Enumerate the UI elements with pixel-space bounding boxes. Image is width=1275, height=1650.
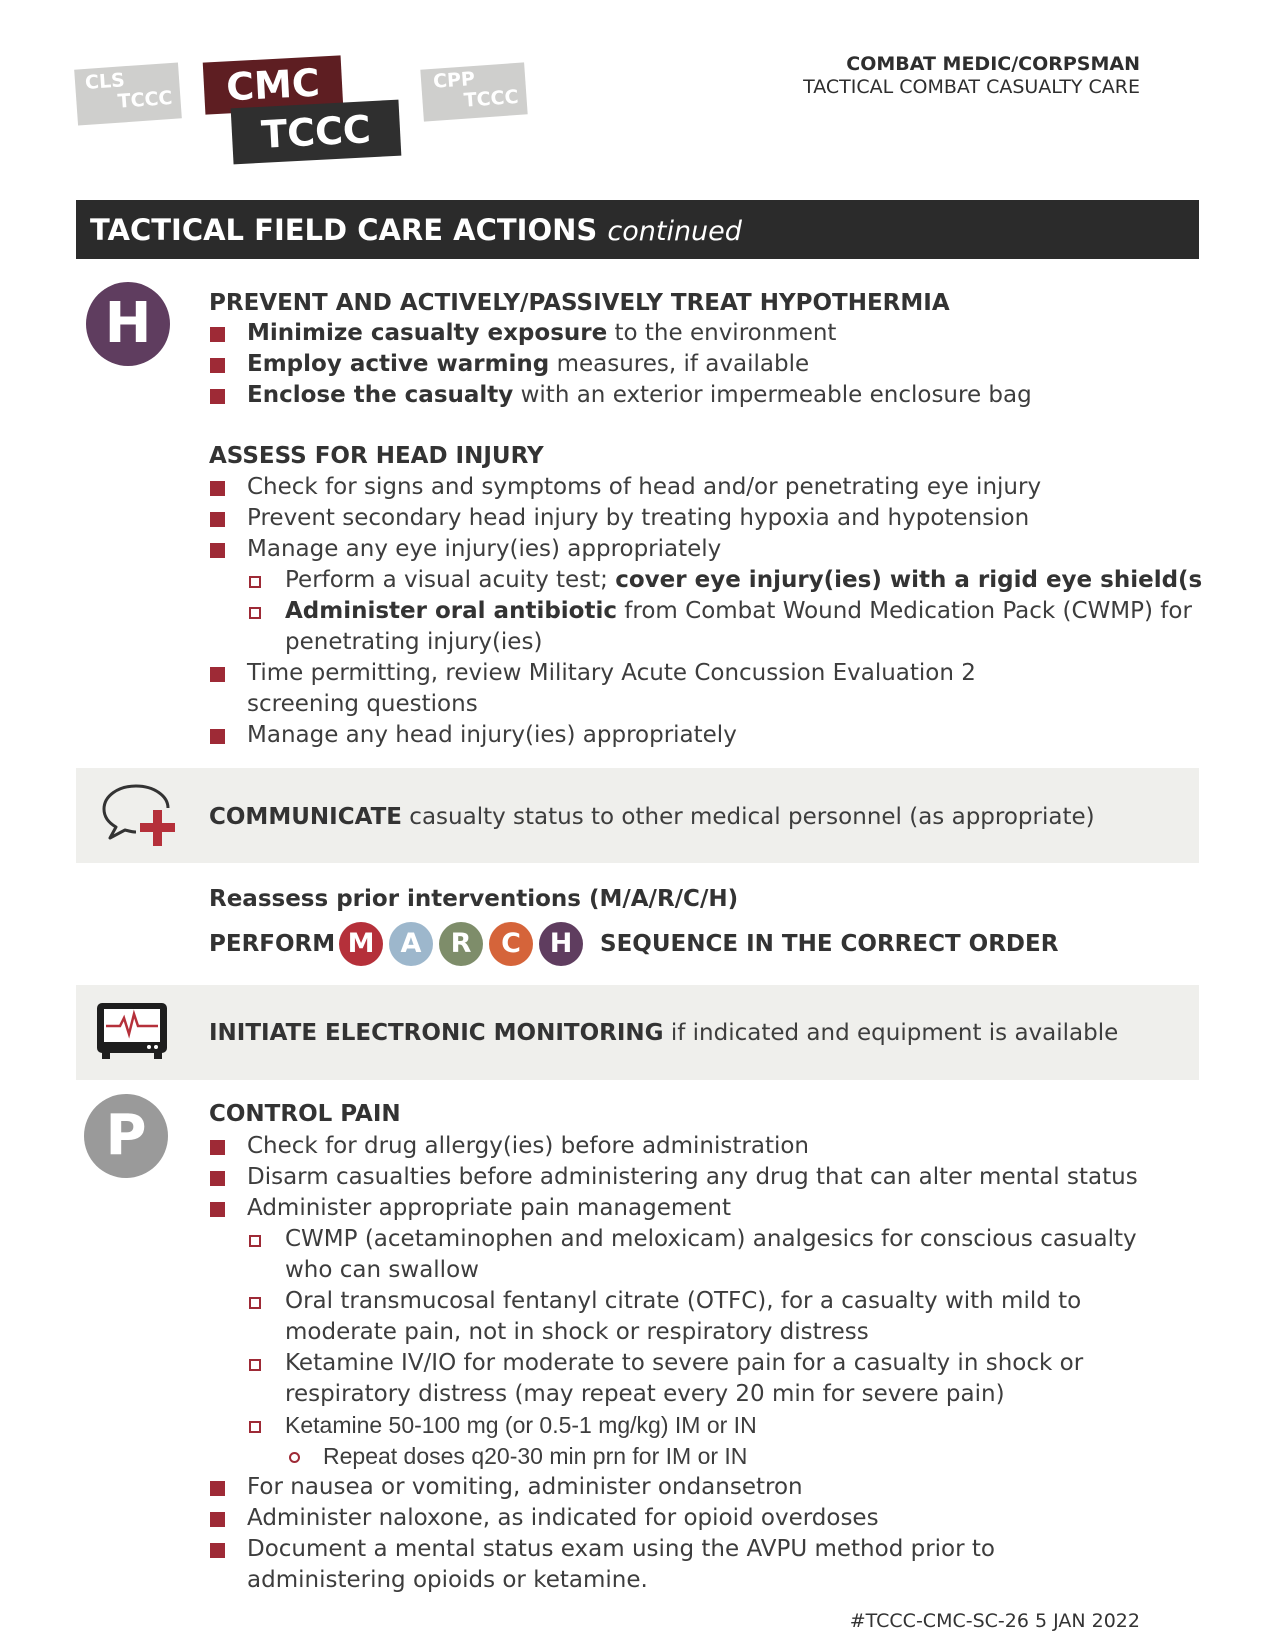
sub-sub-list-item: Repeat doses q20-30 min prn for IM or IN <box>285 1441 1144 1472</box>
heart-monitor-icon <box>94 1000 170 1062</box>
item-text: from Combat Wound Medication Pack (CWMP) for penetrating injury(ies) <box>285 598 1192 655</box>
pain-badge <box>84 1094 168 1178</box>
cpp-logo-line2: TCCC <box>463 85 520 112</box>
header-title: COMBAT MEDIC/CORPSMAN <box>846 53 1140 75</box>
sub-list-item: Ketamine IV/IO for moderate to severe pain for a casualty in shock or respiratory distress (may repeat every 20 min for severe pain) <box>247 1348 1144 1410</box>
hypothermia-heading: PREVENT AND ACTIVELY/PASSIVELY TREAT HYPOTHERMIA <box>209 290 950 316</box>
march-c-circle: C <box>489 922 533 966</box>
monitoring-text <box>209 1020 1118 1046</box>
cmc-logo-line1: CMC <box>225 60 321 110</box>
pain-badge-letter: P <box>105 1103 147 1168</box>
march-a-circle: A <box>389 922 433 966</box>
communicate-text <box>209 804 1095 830</box>
sub-list-item: CWMP (acetaminophen and meloxicam) analgesics for conscious casualty who can swallow <box>247 1224 1144 1286</box>
section-title <box>90 213 742 247</box>
march-r-circle: R <box>439 922 483 966</box>
item-text: Perform a visual acuity test; <box>285 567 616 593</box>
sub-list-item <box>247 565 1275 596</box>
hypothermia-list <box>209 318 1032 411</box>
list-item: Document a mental status exam using the AVPU method prior to administering opioids or ketamine. <box>209 1534 1027 1596</box>
perform-label: PERFORM <box>209 931 336 957</box>
pain-heading: CONTROL PAIN <box>209 1101 401 1127</box>
section-title-main: TACTICAL FIELD CARE ACTIONS <box>90 213 598 247</box>
section-title-suffix: continued <box>607 216 742 247</box>
hypothermia-badge-letter: H <box>104 291 152 356</box>
list-item <box>209 318 1032 349</box>
monitoring-rest: if indicated and equipment is available <box>663 1020 1119 1046</box>
list-item: Administer appropriate pain management <box>209 1193 1144 1224</box>
section-title-bar <box>76 200 1199 259</box>
march-m-circle: M <box>339 922 383 966</box>
item-text: to the environment <box>607 320 837 346</box>
head-injury-list <box>209 472 1275 751</box>
list-item: Time permitting, review Military Acute Concussion Evaluation 2 screening questions <box>209 658 987 720</box>
cls-tccc-logo <box>74 62 182 125</box>
item-text: measures, if available <box>549 351 810 377</box>
list-item <box>209 349 1032 380</box>
list-item <box>209 380 1032 411</box>
sub-list-item: Ketamine 50-100 mg (or 0.5-1 mg/kg) IM or IN <box>247 1410 1144 1441</box>
item-bold: Employ active warming <box>247 351 550 377</box>
list-item: Prevent secondary head injury by treating hypoxia and hypotension <box>209 503 1275 534</box>
item-bold: Administer oral antibiotic <box>285 598 617 624</box>
communicate-bold: COMMUNICATE <box>209 804 402 830</box>
sub-list-item: Oral transmucosal fentanyl citrate (OTFC), for a casualty with mild to moderate pain, not in shock or respiratory distress <box>247 1286 1144 1348</box>
list-item: For nausea or vomiting, administer ondansetron <box>209 1472 1144 1503</box>
pain-list <box>209 1131 1144 1596</box>
cls-logo-line2: TCCC <box>116 86 174 113</box>
item-text: with an exterior impermeable enclosure bag <box>513 382 1032 408</box>
cpp-tccc-logo <box>420 62 527 121</box>
monitoring-bold: INITIATE ELECTRONIC MONITORING <box>209 1020 664 1046</box>
cls-logo-line1: CLS <box>84 69 126 94</box>
item-bold: Minimize casualty exposure <box>247 320 608 346</box>
list-item: Administer naloxone, as indicated for opioid overdoses <box>209 1503 1144 1534</box>
header-subtitle: TACTICAL COMBAT CASUALTY CARE <box>803 76 1140 98</box>
list-item: Check for signs and symptoms of head and/or penetrating eye injury <box>209 472 1275 503</box>
sub-list-item <box>247 596 1275 658</box>
cpp-logo-line1: CPP <box>432 67 476 93</box>
item-bold: Enclose the casualty <box>247 382 514 408</box>
item-bold: cover eye injury(ies) with a rigid eye shield(s <box>615 567 1203 593</box>
reassess-heading: Reassess prior interventions (M/A/R/C/H) <box>209 886 739 912</box>
cmc-logo-bottom <box>231 100 402 165</box>
list-item: Manage any head injury(ies) appropriately <box>209 720 1275 751</box>
communicate-rest: casualty status to other medical personnel (as appropriate) <box>401 804 1095 830</box>
head-injury-heading: ASSESS FOR HEAD INJURY <box>209 443 544 469</box>
sequence-label: SEQUENCE IN THE CORRECT ORDER <box>600 931 1059 957</box>
march-h-circle: H <box>539 922 583 966</box>
hypothermia-badge <box>86 282 170 366</box>
cmc-logo-line2: TCCC <box>260 107 372 157</box>
document-id-footer: #TCCC-CMC-SC-26 5 JAN 2022 <box>849 1610 1140 1632</box>
list-item: Disarm casualties before administering any drug that can alter mental status <box>209 1162 1144 1193</box>
list-item: Check for drug allergy(ies) before administration <box>209 1131 1144 1162</box>
list-item: Manage any eye injury(ies) appropriately <box>209 534 1275 565</box>
chat-bubble-plus-icon <box>96 780 180 850</box>
